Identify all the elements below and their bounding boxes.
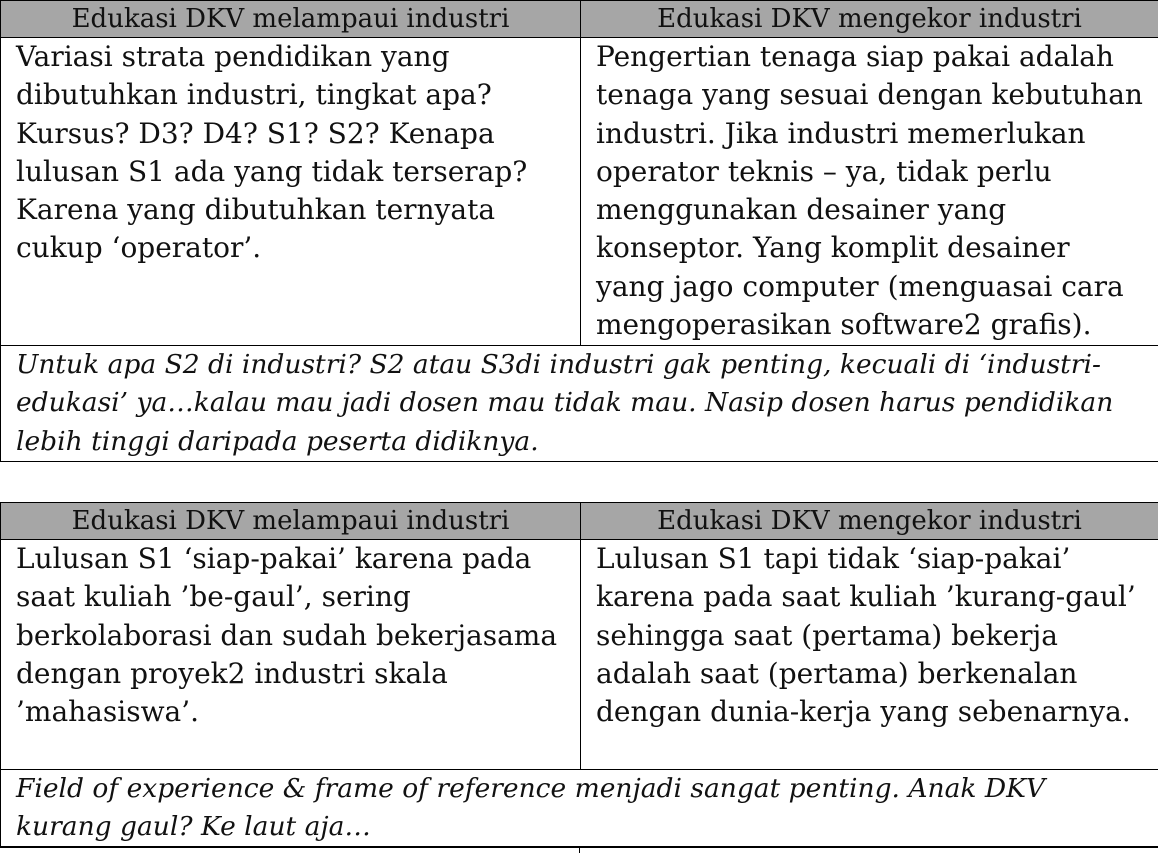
- cell-right: Pengertian tenaga siap pakai adalah tenaga yang sesuai dengan kebutuhan industri. Jika industri memerlukan operator teknis – ya, tidak perlu menggunakan desainer yang konseptor. Yang komplit desainer yang jago computer (menguasai cara mengoperasikan software2 grafis).: [581, 38, 1158, 346]
- note-cell: Untuk apa S2 di industri? S2 atau S3di industri gak penting, kecuali di ‘industri-edukasi’ ya…kalau mau jadi dosen mau tidak mau. Nasip dosen harus pendidikan lebih tinggi daripada peserta didiknya.: [1, 346, 1158, 462]
- cell-left: Lulusan S1 ‘siap-pakai’ karena pada saat kuliah ’be-gaul’, sering berkolaborasi dan sudah bekerjasama dengan proyek2 industri skala ’mahasiswa’.: [1, 540, 581, 770]
- table-header-row: [1, 503, 1158, 540]
- note-row: [1, 346, 1158, 462]
- note-row: [1, 770, 1158, 848]
- note-cell: Field of experience & frame of reference menjadi sangat penting. Anak DKV kurang gaul? Ke laut aja…: [1, 770, 1158, 848]
- cell-left: Variasi strata pendidikan yang dibutuhkan industri, tingkat apa? Kursus? D3? D4? S1? S2? Kenapa lulusan S1 ada yang tidak terserap? Karena yang dibutuhkan ternyata cukup ‘operator’.: [1, 38, 581, 346]
- next-table-edge: [0, 846, 1158, 852]
- table-row: [1, 540, 1158, 770]
- header-left: Edukasi DKV melampaui industri: [1, 503, 581, 540]
- column-divider: [579, 847, 580, 853]
- header-left: Edukasi DKV melampaui industri: [1, 1, 581, 38]
- table-row: [1, 38, 1158, 346]
- table-header-row: [1, 1, 1158, 38]
- comparison-table-2: [0, 502, 1158, 848]
- header-right: Edukasi DKV mengekor industri: [581, 503, 1158, 540]
- header-right: Edukasi DKV mengekor industri: [581, 1, 1158, 38]
- cell-right: Lulusan S1 tapi tidak ‘siap-pakai’ karena pada saat kuliah ’kurang-gaul’ sehingga saat (pertama) bekerja adalah saat (pertama) berkenalan dengan dunia-kerja yang sebenarnya.: [581, 540, 1158, 770]
